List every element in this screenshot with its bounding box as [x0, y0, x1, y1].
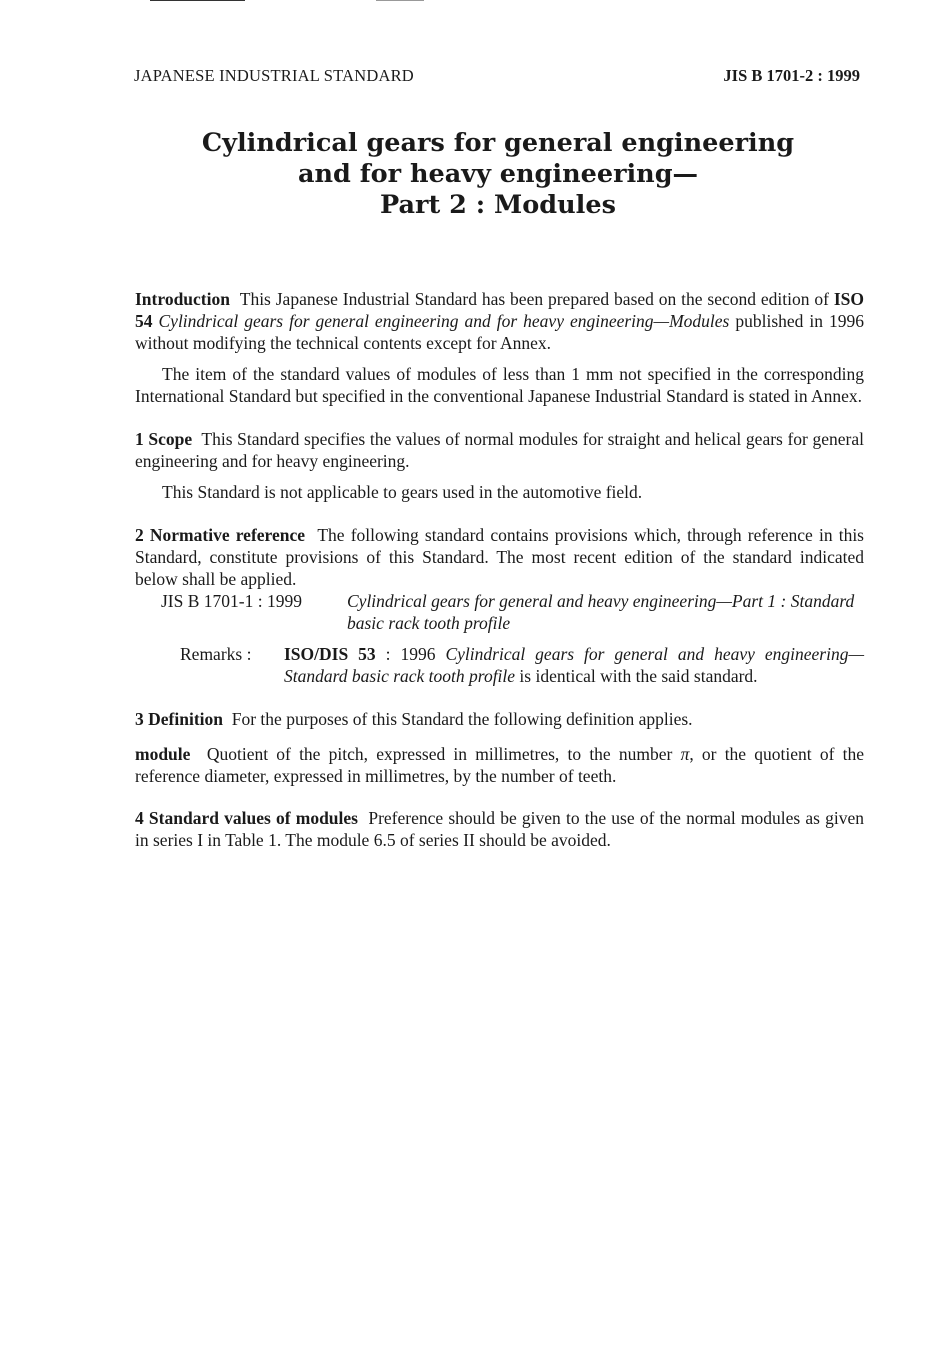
running-header	[134, 66, 860, 88]
term-module: module	[135, 744, 191, 764]
intro-paragraph-1	[135, 288, 864, 354]
module-text-a: Quotient of the pitch, expressed in millimetres, to the number	[206, 744, 673, 764]
normative-text: The following standard contains provisions which, through reference in this Standard, constitute provisions of this Standard. The most recent edition of the standard indicated below shall be applied.	[135, 525, 864, 589]
scope-text: This Standard specifies the values of normal modules for straight and helical gears for general engineering and for heavy engineering.	[135, 429, 865, 471]
definition-text: For the purposes of this Standard the following definition applies.	[231, 709, 693, 729]
normative-paragraph	[135, 524, 864, 590]
introduction-section	[135, 288, 864, 407]
remarks-entry	[180, 643, 864, 687]
remarks-iso-ref: ISO/DIS 53	[284, 644, 376, 664]
title-line-1: Cylindrical gears for general engineering	[201, 128, 795, 158]
scope-section	[135, 428, 864, 503]
remarks-end: is identical with the said standard.	[519, 666, 758, 686]
remarks-year: : 1996	[385, 644, 436, 664]
scope-paragraph-1	[135, 428, 864, 472]
intro-iso-ref: ISO 54	[135, 289, 865, 331]
module-text-b: , or the quotient of the reference diameter, expressed in millimetres, by the number of teeth.	[135, 744, 864, 786]
scan-artifact-line	[150, 0, 245, 1]
remarks-text	[284, 643, 864, 687]
normative-heading: 2 Normative reference	[135, 525, 306, 545]
reference-entry	[161, 590, 864, 634]
header-standard-type: JAPANESE INDUSTRIAL STANDARD	[134, 66, 414, 85]
reference-title: Cylindrical gears for general and heavy engineering—Part 1 : Standard basic rack tooth profile	[347, 591, 855, 633]
title-line-3: Part 2 : Modules	[380, 190, 616, 220]
normative-reference-section	[135, 524, 864, 687]
scan-artifact-line	[376, 0, 424, 1]
remarks-label: Remarks :	[180, 644, 252, 664]
scope-heading: 1 Scope	[135, 429, 193, 449]
pi-symbol: π	[680, 744, 690, 764]
reference-id: JIS B 1701-1 : 1999	[161, 591, 302, 611]
document-body	[135, 288, 864, 851]
intro-text-b: published in 1996 without modifying the technical contents except for Annex.	[135, 311, 865, 353]
definition-heading: 3 Definition	[135, 709, 223, 729]
standard-values-section	[135, 807, 864, 851]
definition-section	[135, 708, 864, 787]
standard-values-text: Preference should be given to the use of the normal modules as given in series I in Table 1. The module 6.5 of series II should be avoided.	[135, 808, 865, 850]
module-definition	[135, 743, 864, 787]
intro-paragraph-2: The item of the standard values of modules of less than 1 mm not specified in the corresponding International Standard but specified in the conventional Japanese Industrial Standard is stated in Annex.	[135, 364, 864, 406]
definition-paragraph	[135, 708, 864, 730]
remarks-title: Cylindrical gears for general and heavy engineering—Standard basic rack tooth profile	[284, 644, 865, 686]
intro-iso-title: Cylindrical gears for general engineering and for heavy engineering—Modules	[158, 311, 730, 331]
scope-paragraph-2: This Standard is not applicable to gears used in the automotive field.	[162, 482, 643, 502]
document-title	[0, 128, 950, 221]
intro-heading: Introduction	[135, 289, 230, 309]
standard-values-paragraph	[135, 807, 864, 851]
title-line-2: and for heavy engineering—	[297, 159, 699, 189]
header-standard-number: JIS B 1701-2 : 1999	[723, 66, 860, 85]
intro-text-a: This Japanese Industrial Standard has been prepared based on the second edition of	[239, 289, 829, 309]
standard-values-heading: 4 Standard values of modules	[135, 808, 358, 828]
